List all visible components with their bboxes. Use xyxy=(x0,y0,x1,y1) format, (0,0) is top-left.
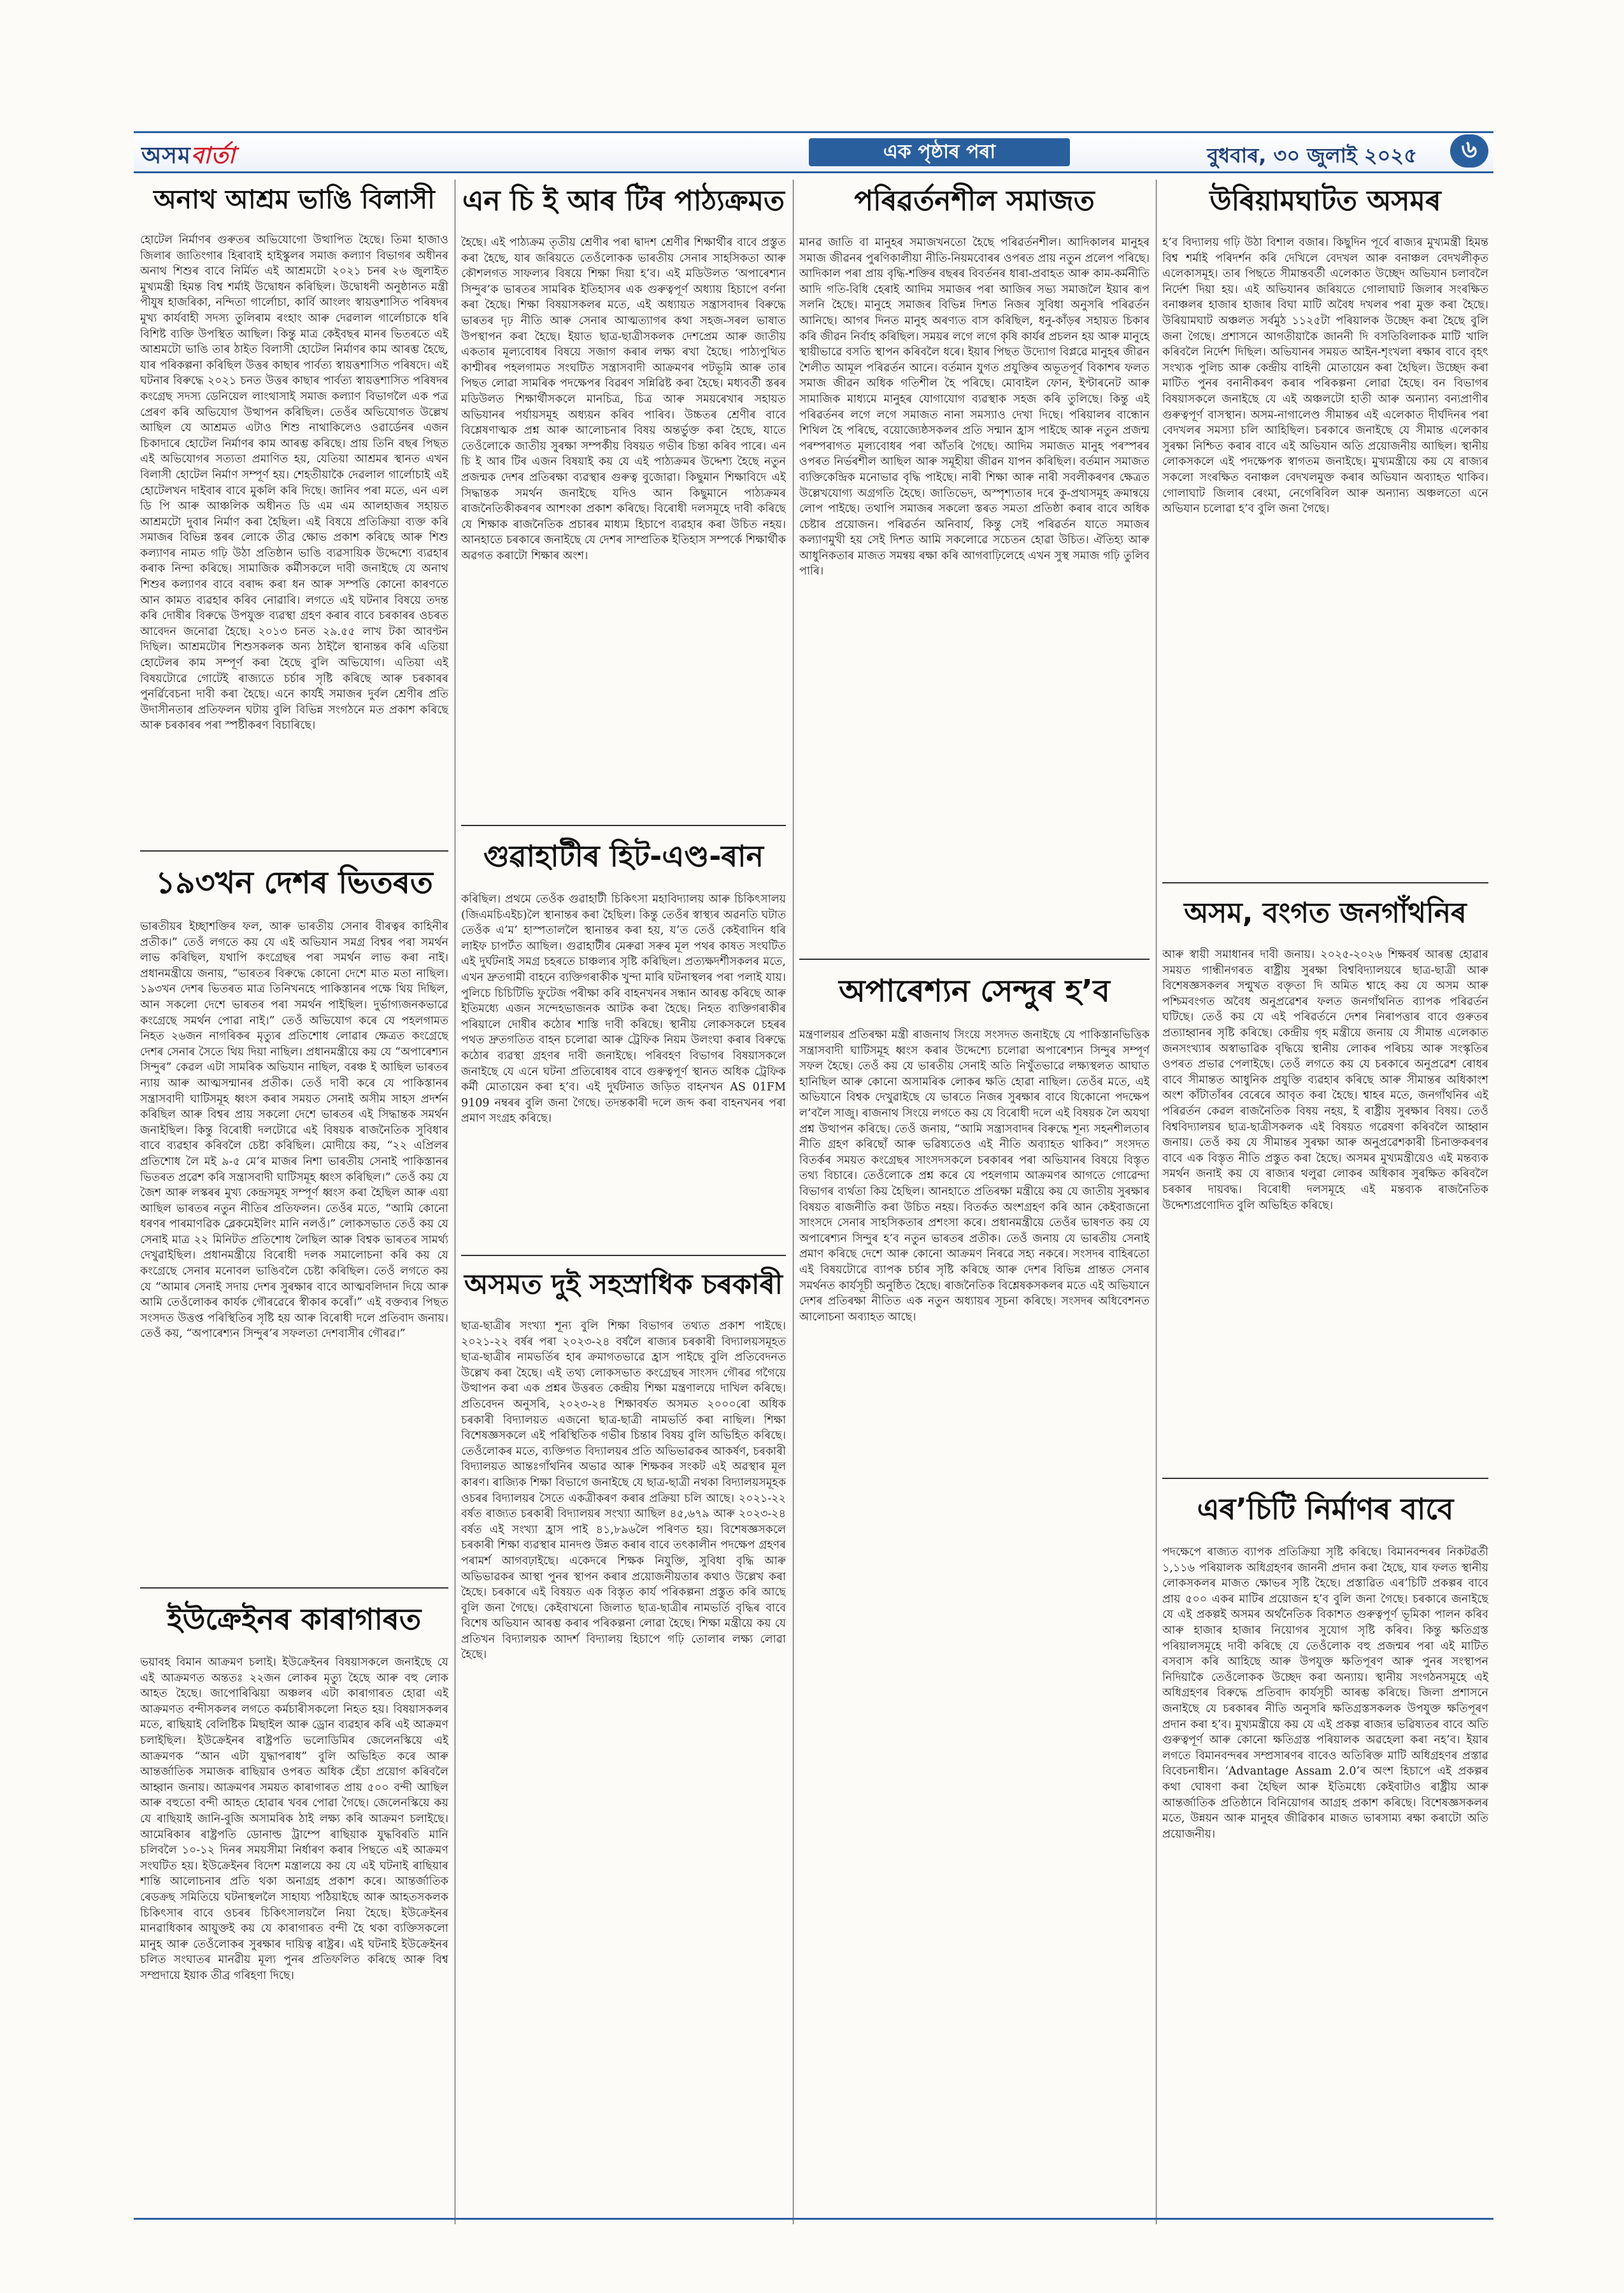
article-body: ভাৰতীয়ৰ ইচ্ছাশক্তিৰ ফল, আৰু ভাৰতীয় সেনাৰ বীৰত্বৰ কাহিনীৰ প্ৰতীক।” তেওঁ লগতে কয় যে এই অভিযান সমগ্ৰ বিশ্বৰ পৰা সমৰ্থন লাভ কৰিছিল, যথাপি কংগ্ৰেছৰ পৰা সমৰ্থন লাভ কৰা নাই। প্ৰধানমন্ত্ৰীয়ে জনায়, “ভাৰতৰ বিৰুদ্ধে কোনো দেশে মাত মতা নাছিল। ১৯৩খন দেশৰ ভিতৰত মাত্ৰ তিনিখনহে পাকিস্তানৰ পক্ষে থিয় দিছিল, আন সকলো দেশে ভাৰতৰ পৰা সমৰ্থন পাইছিল। দুৰ্ভাগ্যজনকভাৱে কংগ্ৰেছে সমৰ্থন পোৱা নাই।” তেওঁ অভিযোগ কৰে যে পহলগামত নিহত ২৬জন নাগৰিকৰ মৃত্যুৰ প্ৰতিশোধ লোৱাৰ ক্ষেত্ৰত কংগ্ৰেছে দেশৰ সেনাৰ সৈতে থিয় দিয়া নাছিল। প্ৰধানমন্ত্ৰীয়ে কয় যে “অপাৰেশ্যন সিন্দুৰ” কেৱল এটা সামৰিক অভিযান নাছিল, বৰঞ্চ ই আছিল ভাৰতৰ ন্যায় আৰু আত্মসন্মানৰ প্ৰতীক। তেওঁ দাবী কৰে যে পাকিস্তানৰ সন্ত্ৰাসবাদী ঘাটিসমূহ ধ্বংস কৰাৰ সময়ত সেনাই অসীম সাহস প্ৰদৰ্শন কৰিছিল আৰু বিশ্বৰ প্ৰায় সকলো দেশে ভাৰতৰ এই সিদ্ধান্তক সমৰ্থন জনাইছিল। কিন্তু বিৰোধী দলটোৱে এই বিষয়ক ৰাজনৈতিক সুবিধাৰ বাবে ব্যৱহাৰ কৰিবলৈ চেষ্টা কৰিছিল। মোদীয়ে কয়, “২২ এপ্ৰিলৰ প্ৰতিশোধ লৈ মই ৯-৫ মে’ৰ মাজৰ নিশা ভাৰতীয় সেনাই পাকিস্তানৰ ভিতৰত প্ৰৱেশ কৰি সন্ত্ৰাসবাদী ঘাটিসমূহ ধ্বংস কৰিছিল।” তেওঁ কয় যে জৈশ আৰু লস্কৰৰ মুখ্য কেন্দ্ৰসমূহ সম্পূৰ্ণ ধ্বংস কৰা হৈছিল আৰু এয়া আছিল ভাৰতৰ নতুন নীতিৰ প্ৰতিফলন। তেওঁৰ মতে, “আমি কোনো ধৰণৰ পাৰমাণৱিক ব্লেকমেইলিং মানি নলওঁ।” লোকসভাত তেওঁ কয় যে সেনাই মাত্ৰ ২২ মিনিটত প্ৰতিশোধ লৈছিল আৰু বিশ্বক ভাৰতৰ সামৰ্থ্য দেখুৱাইছিল। প্ৰধানমন্ত্ৰীয়ে বিৰোধী দলক সমালোচনা কৰি কয় যে কংগ্ৰেছে সেনাৰ মনোবল ভাঙিবলৈ চেষ্টা কৰিছিল। তেওঁ লগতে কয় যে “আমাৰ সেনাই সদায় দেশৰ সুৰক্ষাৰ বাবে আত্মবলিদান দিয়ে আৰু আমি তেওঁলোকৰ কাৰ্যক গৌৰৱেৰে স্বীকাৰ কৰোঁ।” এই বক্তব্যৰ পিছত সংসদত উত্তপ্ত পৰিস্থিতিৰ সৃষ্টি হয় আৰু বিৰোধী দলে প্ৰতিবাদ জনায়। তেওঁ কয়, “অপাৰেশ্যন সিন্দুৰ’ৰ সফলতা দেশবাসীৰ গৌৰৱ।” xyxy=(140,920,448,1341)
article-aerocity[interactable] xyxy=(1162,1487,1488,2212)
column-divider xyxy=(1156,180,1157,2224)
article-changing-society[interactable] xyxy=(799,180,1150,954)
article-body: মানৱ জাতি বা মানুহৰ সমাজখনতো হৈছে পৰিৱৰ্তনশীল। আদিকালৰ মানুহৰ সমাজ জীৱনৰ পুৰণিকালীয়া নীতি-নিয়মবোৰৰ ওপৰত প্ৰায় নতুন প্ৰলেপ পৰিছে। আদিকাল পৰা প্ৰায় বৃদ্ধি-শক্তিৰ বছৰৰ বিবৰ্তনৰ ধাৰা-প্ৰবাহত আৰু কাম-কৰ্মনীতি আদি গতি-বিধি হেৰাই আদিম সমাজৰ পৰা আজিৰ সভ্য সমাজলৈ ইয়াৰ ৰূপ সলনি হৈছে। মানুহে সমাজৰ বিভিন্ন দিশত নিজৰ সুবিধা অনুসৰি পৰিৱৰ্তন আনিছে। আগৰ দিনত মানুহ অৰণ্যত বাস কৰিছিল, ধনু-কাঁড়ৰ সহায়ত চিকাৰ কৰি জীৱন নিৰ্বাহ কৰিছিল। সময়ৰ লগে লগে কৃষি কাৰ্যৰ প্ৰচলন হয় আৰু মানুহে স্থায়ীভাৱে বসতি স্থাপন কৰিবলৈ ধৰে। ইয়াৰ পিছত উদ্যোগ বিপ্লৱে মানুহৰ জীৱন শৈলীত আমূল পৰিৱৰ্তন আনে। বৰ্তমান যুগত প্ৰযুক্তিৰ অভূতপূৰ্ব বিকাশৰ ফলত সমাজ জীৱন অধিক গতিশীল হৈ পৰিছে। মোবাইল ফোন, ইণ্টাৰনেট আৰু সামাজিক মাধ্যমে মানুহৰ যোগাযোগ ব্যৱস্থাক সহজ কৰি তুলিছে। কিন্তু এই পৰিৱৰ্তনৰ লগে লগে সমাজত নানা সমস্যাও দেখা দিছে। পৰিয়ালৰ বান্ধোন শিথিল হৈ পৰিছে, বয়োজ্যেষ্ঠসকলৰ প্ৰতি সন্মান হ্ৰাস পাইছে আৰু নতুন প্ৰজন্ম পৰম্পৰাগত মূল্যবোধৰ পৰা আঁতৰি গৈছে। আদিম সমাজত মানুহ পৰস্পৰৰ ওপৰত নিৰ্ভৰশীল আছিল আৰু সমূহীয়া জীৱন যাপন কৰিছিল। বৰ্তমান সমাজত ব্যক্তিকেন্দ্ৰিক মনোভাৱ বৃদ্ধি পাইছে। নাৰী শিক্ষা আৰু নাৰী সবলীকৰণৰ ক্ষেত্ৰত উল্লেখযোগ্য অগ্ৰগতি হৈছে। জাতিভেদ, অস্পৃশ্যতাৰ দৰে কু-প্ৰথাসমূহ ক্ৰমান্বয়ে লোপ পাইছে। তথাপি সমাজৰ সকলো স্তৰত সমতা প্ৰতিষ্ঠা কৰাৰ বাবে অধিক চেষ্টাৰ প্ৰয়োজন। পৰিৱৰ্তন অনিবাৰ্য, কিন্তু সেই পৰিৱৰ্তন যাতে সমাজৰ কল্যাণমুখী হয় সেই দিশত আমি সকলোৱে সচেতন হোৱা উচিত। ঐতিহ্য আৰু আধুনিকতাৰ মাজত সমন্বয় ৰক্ষা কৰি আগবাঢ়িলেহে এখন সুস্থ সমাজ গঢ়ি তুলিব পাৰি। xyxy=(799,236,1150,578)
masthead xyxy=(134,131,1493,173)
headline[interactable]: ১৯৩খন দেশৰ ভিতৰত xyxy=(155,865,433,901)
article-body: ছাত্ৰ-ছাত্ৰীৰ সংখ্যা শূন্য বুলি শিক্ষা বিভাগৰ তথ্যত প্ৰকাশ পাইছে। ২০২১-২২ বৰ্ষৰ পৰা ২০২৩-২৪ বৰ্ষলৈ ৰাজ্যৰ চৰকাৰী বিদ্যালয়সমূহত ছাত্ৰ-ছাত্ৰীৰ নামভৰ্তিৰ হাৰ ক্ৰমাগতভাৱে হ্ৰাস পাইছে বুলি প্ৰতিবেদনত উল্লেখ কৰা হৈছে। এই তথ্য লোকসভাত কংগ্ৰেছৰ সাংসদ গৌৰৱ গগৈয়ে উত্থাপন কৰা এক প্ৰশ্নৰ উত্তৰত কেন্দ্ৰীয় শিক্ষা মন্ত্ৰণালয়ে দাখিল কৰিছে। প্ৰতিবেদন অনুসৰি, ২০২৩-২৪ শিক্ষাবৰ্ষত অসমত ২০০০ৰো অধিক চৰকাৰী বিদ্যালয়ত এজনো ছাত্ৰ-ছাত্ৰী নামভৰ্তি কৰা নাছিল। শিক্ষা বিশেষজ্ঞসকলে এই পৰিস্থিতিক গভীৰ চিন্তাৰ বিষয় বুলি অভিহিত কৰিছে। তেওঁলোকৰ মতে, ব্যক্তিগত বিদ্যালয়ৰ প্ৰতি অভিভাৱকৰ আকৰ্ষণ, চৰকাৰী বিদ্যালয়ত আন্তঃগাঁথনিৰ অভাৱ আৰু শিক্ষকৰ সংকট এই অৱস্থাৰ মূল কাৰণ। ৰাজ্যিক শিক্ষা বিভাগে জনাইছে যে ছাত্ৰ-ছাত্ৰী নথকা বিদ্যালয়সমূহক ওচৰৰ বিদ্যালয়ৰ সৈতে একত্ৰীকৰণ কৰাৰ প্ৰক্ৰিয়া চলি আছে। ২০২১-২২ বৰ্ষত ৰাজ্যত চৰকাৰী বিদ্যালয়ৰ সংখ্যা আছিল ৪৫,৬৭৯ আৰু ২০২৩-২৪ বৰ্ষত এই সংখ্যা হ্ৰাস পাই ৪১,৮৯৬লৈ পৰিণত হয়। বিশেষজ্ঞসকলে চৰকাৰী শিক্ষা ব্যৱস্থাৰ মানদণ্ড উন্নত কৰাৰ বাবে তৎকালীন পদক্ষেপ গ্ৰহণৰ পৰামৰ্শ আগবঢ়াইছে। একেদৰে শিক্ষক নিযুক্তি, সুবিধা বৃদ্ধি আৰু অভিভাৱকৰ আস্থা পুনৰ স্থাপন কৰাৰ প্ৰয়োজনীয়তাৰ কথাও উল্লেখ কৰা হৈছে। চৰকাৰে এই বিষয়ত এক বিস্তৃত কাৰ্য পৰিকল্পনা প্ৰস্তুত কৰি আছে বুলি জনা গৈছে। কেইবাখনো জিলাত ছাত্ৰ-ছাত্ৰীৰ নামভৰ্তি বৃদ্ধিৰ বাবে বিশেষ অভিযান আৰম্ভ কৰাৰ পৰিকল্পনা লোৱা হৈছে। শিক্ষা মন্ত্ৰীয়ে কয় যে প্ৰতিখন বিদ্যালয়ক আদৰ্শ বিদ্যালয় হিচাপে গঢ়ি তোলাৰ লক্ষ্য লোৱা হৈছে। xyxy=(461,1320,786,1662)
article-demography-assam-bengal[interactable] xyxy=(1162,892,1488,1471)
column-divider xyxy=(793,180,794,2224)
headline[interactable]: অনাথ আশ্ৰম ভাঙি বিলাসী xyxy=(153,184,435,215)
article-body: হোটেল নিৰ্মাণৰ গুৰুতৰ অভিযোগো উত্থাপিত হৈছে। তিমা হাজাও জিলাৰ জাতিংগাৰ হিৰাবাই হাইস্কুলৰ সমাজ কল্যাণ বিভাগৰ অধীনৰ অনাথ শিশুৰ বাবে নিৰ্মিত এই আশ্ৰমটো ২০২১ চনৰ ২৬ জুলাইত মুখ্যমন্ত্ৰী হিমন্ত বিশ্ব শৰ্মাই উদ্বোধন কৰিছিল। উদ্বোধনী অনুষ্ঠানত মন্ত্ৰী পীযুষ হাজৰিকা, নন্দিতা গাৰ্লোচা, কাৰ্বি আংলং স্বায়ত্তশাসিত পৰিষদৰ মুখ্য কাৰ্যবাহী সদস্য তুলিৰাম ৰংহাং আৰু দেৱলাল গাৰ্লোচাকে ধৰি বিশিষ্ট ব্যক্তি উপস্থিত আছিল। কিন্তু মাত্ৰ কেইবছৰ মানৰ ভিতৰতে এই আশ্ৰমটো ভাঙি তাৰ ঠাইত বিলাসী হোটেল নিৰ্মাণৰ কাম আৰম্ভ হৈছে, যাৰ পৰিকল্পনা কৰিছিল উত্তৰ কাছাৰ পাৰ্বত্য স্বায়ত্তশাসিত পৰিষদে। এই ঘটনাৰ বিৰুদ্ধে ২০২১ চনত উত্তৰ কাছাৰ পাৰ্বত্য স্বায়ত্তশাসিত পৰিষদৰ কংগ্ৰেছ সদস্য ডেনিয়েল লাংথাসাই সমাজ কল্যাণ বিভাগলৈ এক পত্ৰ প্ৰেৰণ কৰি অভিযোগ উত্থাপন কৰিছিল। তেওঁৰ অভিযোগত উল্লেখ আছিল যে আশ্ৰমত এটাও শিশু নাথাকিলেও ওৱাৰ্ডেনৰ এজন চিকাদাৰে হোটেল নিৰ্মাণৰ কাম আৰম্ভ কৰিছে। প্ৰায় তিনি বছৰ পিছত এই অভিযোগৰ সত্যতা প্ৰমাণিত হয়, যেতিয়া আশ্ৰমৰ স্থানত এখন বিলাসী হোটেল নিৰ্মাণ সম্পূৰ্ণ হয়। শেহতীয়াকৈ দেৱলাল গাৰ্লোচাই এই হোটেলখন দাইবাৰ বাবে মুকলি কৰি দিছে। জানিব পৰা মতে, এন এল ডি পি আৰু আঞ্চলিক অধীনত ডি এম এম আলহাজৰ সহায়ত আশ্ৰমটো দুবাৰ নিৰ্মাণ কৰা হৈছিল। এই বিষয়ে প্ৰতিক্ৰিয়া ব্যক্ত কৰি সমাজৰ বিভিন্ন স্তৰৰ লোকে তীব্ৰ ক্ষোভ প্ৰকাশ কৰিছে আৰু শিশু কল্যাণৰ নামত গঢ়ি উঠা প্ৰতিষ্ঠান ভাঙি ব্যৱসায়িক উদ্দেশ্যে ব্যৱহাৰ কৰাক নিন্দা কৰিছে। সামাজিক কৰ্মীসকলে দাবী জনাইছে যে অনাথ শিশুৰ কল্যাণৰ বাবে বৰাদ্দ কৰা ধন আৰু সম্পত্তি কোনো কাৰণতে আন কামত ব্যৱহাৰ কৰিব নোৱাৰি। লগতে এই ঘটনাৰ বিষয়ে তদন্ত কৰি দোষীৰ বিৰুদ্ধে উপযুক্ত ব্যৱস্থা গ্ৰহণ কৰাৰ বাবে চৰকাৰৰ ওচৰত আবেদন জনোৱা হৈছে। ২০১৩ চনত ২৯.৫৫ লাখ টকা আবণ্টন দিছিল। আশ্ৰমটোৰ শিশুসকলক অন্য ঠাইলৈ স্থানান্তৰ কৰি এতিয়া হোটেলৰ কাম সম্পূৰ্ণ কৰা হৈছে বুলি অভিযোগ। এতিয়া এই বিষয়টোৱে গোটেই ৰাজ্যতে চৰ্চাৰ সৃষ্টি কৰিছে আৰু চৰকাৰৰ পুনৰ্ৱিবেচনা দাবী কৰা হৈছে। এনে কাৰ্যই সমাজৰ দুৰ্বল শ্ৰেণীৰ প্ৰতি উদাসীনতাৰ প্ৰতিফলন ঘটায় বুলি বিভিন্ন সংগঠনে মত প্ৰকাশ কৰিছে আৰু চৰকাৰৰ পৰা স্পষ্টীকৰণ বিচাৰিছে। xyxy=(140,234,448,732)
article-orphanage[interactable] xyxy=(140,180,448,845)
headline[interactable]: এৰ’চিটি নিৰ্মাণৰ বাবে xyxy=(1197,1492,1454,1526)
article-uriamghat[interactable] xyxy=(1162,180,1488,877)
article-operation-sindoor[interactable] xyxy=(799,968,1150,2212)
article-ncert-syllabus[interactable] xyxy=(461,180,786,820)
headline[interactable]: অসম, বংগত জনগাঁথনিৰ xyxy=(1184,897,1467,929)
article-divider xyxy=(1162,882,1488,883)
headline[interactable]: গুৱাহাটীৰ হিট-এণ্ড-ৰান xyxy=(483,839,764,873)
logo-part-1: অসম xyxy=(141,143,191,169)
headline[interactable]: অপাৰেশ্যন সেন্দুৰ হ’ব xyxy=(839,973,1110,1009)
article-body: হৈছে। এই পাঠ্যক্ৰম তৃতীয় শ্ৰেণীৰ পৰা দ্বাদশ শ্ৰেণীৰ শিক্ষাৰ্থীৰ বাবে প্ৰস্তুত কৰা হৈছে, যাৰ জৰিয়তে তেওঁলোকক ভাৰতীয় সেনাৰ সাহসিকতা আৰু কৌশলগত সাফল্যৰ বিষয়ে শিক্ষা দিয়া হ’ব। এই মডিউলত ‘অপাৰেশ্যন সিন্দুৰ’ক ভাৰতৰ সামৰিক ইতিহাসৰ এক গুৰুত্বপূৰ্ণ অধ্যায় হিচাপে বৰ্ণনা কৰা হৈছে। শিক্ষা বিষয়াসকলৰ মতে, এই অধ্যায়ত সন্ত্ৰাসবাদৰ বিৰুদ্ধে ভাৰতৰ দৃঢ় নীতি আৰু সেনাৰ আত্মত্যাগৰ কথা সহজ-সৰল ভাষাত উপস্থাপন কৰা হৈছে। ইয়াত ছাত্ৰ-ছাত্ৰীসকলক দেশপ্ৰেম আৰু জাতীয় একতাৰ মূল্যবোধৰ বিষয়ে সজাগ কৰাৰ লক্ষ্য ৰখা হৈছে। পাঠ্যপুথিত কাশ্মীৰৰ পহলগামত সংঘটিত সন্ত্ৰাসবাদী আক্ৰমণৰ পটভূমি আৰু তাৰ পিছত লোৱা সামৰিক পদক্ষেপৰ বিৱৰণ সন্নিৱিষ্ট কৰা হৈছে। মধ্যবৰ্তী স্তৰৰ মডিউলত শিক্ষাৰ্থীসকলে মানচিত্ৰ, চিত্ৰ আৰু সময়ৰেখাৰ সহায়ত অভিযানৰ পৰ্যায়সমূহ অধ্যয়ন কৰিব পাৰিব। উচ্চতৰ শ্ৰেণীৰ বাবে বিশ্লেষণাত্মক প্ৰশ্ন আৰু আলোচনাৰ বিষয় অন্তৰ্ভুক্ত কৰা হৈছে, যাতে তেওঁলোকে জাতীয় সুৰক্ষা সম্পৰ্কীয় বিষয়ত গভীৰ চিন্তা কৰিব পাৰে। এন চি ই আৰ টিৰ এজন বিষয়াই কয় যে এই পাঠ্যক্ৰমৰ উদ্দেশ্য হৈছে নতুন প্ৰজন্মক দেশৰ প্ৰতিৰক্ষা ব্যৱস্থাৰ গুৰুত্ব বুজোৱা। কিছুমান শিক্ষাবিদে এই সিদ্ধান্তক সমৰ্থন জনাইছে যদিও আন কিছুমানে পাঠ্যক্ৰমৰ ৰাজনৈতিকীকৰণৰ আশংকা প্ৰকাশ কৰিছে। বিৰোধী দলসমূহে দাবী কৰিছে যে শিক্ষাক ৰাজনৈতিক প্ৰচাৰৰ মাধ্যম হিচাপে ব্যৱহাৰ কৰা উচিত নহয়। আনহাতে চৰকাৰে জনাইছে যে দেশৰ সাম্প্ৰতিক ইতিহাস সম্পৰ্কে শিক্ষাৰ্থীক অৱগত কৰাটো শিক্ষাৰ অংশ। xyxy=(461,236,786,562)
article-divider xyxy=(140,850,448,852)
article-body: ভয়াবহ বিমান আক্ৰমণ চলাই। ইউক্ৰেইনৰ বিষয়াসকলে জনাইছে যে এই আক্ৰমণত অন্ততঃ ২২জন লোকৰ মৃত্যু হৈছে আৰু বহু লোক আহত হৈছে। জাপোৰিঝিয়া অঞ্চলৰ এটা কাৰাগাৰত হোৱা এই আক্ৰমণত বন্দীসকলৰ লগতে কৰ্মচাৰীসকলো নিহত হয়। বিষয়াসকলৰ মতে, ৰাছিয়াই বেলিষ্টিক মিছাইল আৰু ড্ৰোন ব্যৱহাৰ কৰি এই আক্ৰমণ চলাইছিল। ইউক্ৰেইনৰ ৰাষ্ট্ৰপতি ভলোডিমিৰ জেলেনস্কিয়ে এই আক্ৰমণক “আন এটা যুদ্ধাপৰাধ” বুলি অভিহিত কৰে আৰু আন্তৰ্জাতিক সমাজক ৰাছিয়াৰ ওপৰত অধিক হেঁচা প্ৰয়োগ কৰিবলৈ আহ্বান জনায়। আক্ৰমণৰ সময়ত কাৰাগাৰত প্ৰায় ৫০০ বন্দী আছিল আৰু বহুতো বন্দী আহত হোৱাৰ খবৰ পোৱা গৈছে। জেলেনস্কিয়ে কয় যে ৰাছিয়াই জানি-বুজি অসামৰিক ঠাই লক্ষ্য কৰি আক্ৰমণ চলাইছে। আমেৰিকাৰ ৰাষ্ট্ৰপতি ডোনাল্ড ট্ৰাম্পে ৰাছিয়াক যুদ্ধবিৰতি মানি চলিবলৈ ১০-১২ দিনৰ সময়সীমা নিৰ্ধাৰণ কৰাৰ পিছতে এই আক্ৰমণ সংঘটিত হয়। ইউক্ৰেইনৰ বিদেশ মন্ত্ৰালয়ে কয় যে এই ঘটনাই ৰাছিয়াৰ শান্তি আলোচনাৰ প্ৰতি থকা অনাগ্ৰহ প্ৰকাশ কৰে। আন্তৰ্জাতিক ৰেডক্ৰছ সমিতিয়ে ঘটনাস্থললৈ সাহায্য পঠিয়াইছে আৰু আহতসকলক চিকিৎসাৰ বাবে ওচৰৰ চিকিৎসালয়লৈ নিয়া হৈছে। ইউক্ৰেইনৰ মানৱাধিকাৰ আয়ুক্তই কয় যে কাৰাগাৰত বন্দী হৈ থকা ব্যক্তিসকলো মানুহ আৰু তেওঁলোকৰ সুৰক্ষাৰ দায়িত্ব ৰাষ্ট্ৰৰ। এই ঘটনাই ইউক্ৰেইনৰ চলিত সংঘাতৰ মানৱীয় মূল্য পুনৰ প্ৰতিফলিত কৰিছে আৰু বিশ্ব সম্প্ৰদায়ে ইয়াক তীব্ৰ গৰিহণা দিছে। xyxy=(140,1656,448,1982)
article-guwahati-hit-and-run[interactable] xyxy=(461,834,786,1248)
article-divider xyxy=(1162,1478,1488,1479)
article-body: কৰিছিল। প্ৰথমে তেওঁক গুৱাহাটী চিকিৎসা মহাবিদ্যালয় আৰু চিকিৎসালয় (জিএমচিএইচ)লৈ স্থানান্তৰ কৰা হৈছিল। কিন্তু তেওঁৰ স্বাস্থ্যৰ অৱনতি ঘটাত তেওঁক এ’ম’ হাস্পতাললৈ স্থানান্তৰ কৰা হয়, য’ত তেওঁ কেইবাদিন ধৰি লাইফ চাপৰ্টত আছিল। গুৱাহাটীৰ মেৰুৱা সৰুৰ মূল পথৰ কাষত সংঘটিত এই দুৰ্ঘটনাই সমগ্ৰ চহৰতে চাঞ্চল্যৰ সৃষ্টি কৰিছিল। প্ৰত্যক্ষদৰ্শীসকলৰ মতে, এখন দ্ৰুতগামী বাহনে ব্যক্তিগৰাকীক খুন্দা মাৰি ঘটনাস্থলৰ পৰা পলাই যায়। পুলিচে চিচিটিভি ফুটেজ পৰীক্ষা কৰি বাহনখনৰ সন্ধান আৰম্ভ কৰিছে আৰু ইতিমধ্যে এজন সন্দেহভাজনক আটক কৰা হৈছে। নিহত ব্যক্তিগৰাকীৰ পৰিয়ালে দোষীৰ কঠোৰ শাস্তি দাবী কৰিছে। স্থানীয় লোকসকলে চহৰৰ পথত দ্ৰুতগতিত বাহন চলোৱা আৰু ট্ৰেফিক নিয়ম উলংঘা কৰাৰ বিৰুদ্ধে কঠোৰ ব্যৱস্থা গ্ৰহণৰ দাবী জনাইছে। পৰিবহণ বিভাগৰ বিষয়াসকলে জনাইছে যে এনে ঘটনা প্ৰতিৰোধৰ বাবে গুৰুত্বপূৰ্ণ স্থানত অধিক ট্ৰেফিক কৰ্মী মোতায়েন কৰা হ’ব। এই দুৰ্ঘটনাত জড়িত বাহনখন AS 01FM 9109 নম্বৰৰ বুলি জনা গৈছে। তদন্তকাৰী দলে জব্দ কৰা বাহনখনৰ পৰা প্ৰমাণ সংগ্ৰহ কৰিছে। xyxy=(461,893,786,1125)
issue-date: বুধবাৰ, ৩০ জুলাই ২০২৫ xyxy=(1207,143,1417,168)
article-divider xyxy=(799,959,1150,960)
section-label: এক পৃষ্ঠাৰ পৰা xyxy=(809,138,1070,166)
footer-rule xyxy=(134,2218,1493,2241)
article-divider xyxy=(461,1255,786,1256)
page-number: ৬ xyxy=(1450,134,1488,168)
article-body: মন্ত্ৰণালয়ৰ প্ৰতিৰক্ষা মন্ত্ৰী ৰাজনাথ সিংয়ে সংসদত জনাইছে যে পাকিস্তানভিত্তিক সন্ত্ৰাসবাদী ঘাটিসমূহ ধ্বংস কৰাৰ উদ্দেশ্যে চলোৱা অপাৰেশ্যন সিন্দুৰ সম্পূৰ্ণ সফল হৈছে। তেওঁ কয় যে ভাৰতীয় সেনাই অতি নিখুঁতভাৱে লক্ষ্যস্থলত আঘাত হানিছিল আৰু কোনো অসামৰিক লোকৰ ক্ষতি হোৱা নাছিল। তেওঁৰ মতে, এই অভিযানে বিশ্বক দেখুৱাইছে যে ভাৰতে নিজৰ সুৰক্ষাৰ বাবে যিকোনো পদক্ষেপ ল’বলৈ সাজু। ৰাজনাথ সিংয়ে লগতে কয় যে বিৰোধী দলে এই বিষয়ক লৈ অযথা প্ৰশ্ন উত্থাপন কৰিছে। তেওঁ জনায়, “আমি সন্ত্ৰাসবাদৰ বিৰুদ্ধে শূন্য সহনশীলতাৰ নীতি গ্ৰহণ কৰিছোঁ আৰু ভৱিষ্যতেও এই নীতি অব্যাহত থাকিব।” সংসদত বিতৰ্কৰ সময়ত কংগ্ৰেছৰ সাংসদসকলে চৰকাৰৰ পৰা অভিযানৰ বিষয়ে বিস্তৃত তথ্য বিচাৰে। তেওঁলোকে প্ৰশ্ন কৰে যে পহলগাম আক্ৰমণৰ আগতে গোৱেন্দা বিভাগৰ ব্যৰ্থতা কিয় হৈছিল। আনহাতে প্ৰতিৰক্ষা মন্ত্ৰীয়ে কয় যে জাতীয় সুৰক্ষাৰ বিষয়ত ৰাজনীতি কৰা উচিত নহয়। বিতৰ্কত অংশগ্ৰহণ কৰি আন কেইবাজনো সাংসদে সেনাৰ সাহসিকতাৰ প্ৰশংসা কৰে। প্ৰধানমন্ত্ৰীয়ে তেওঁৰ ভাষণত কয় যে অপাৰেশ্যন সিন্দুৰ হ’ব নতুন ভাৰতৰ প্ৰতীক। তেওঁ জনায় যে ভাৰতীয় সেনাই প্ৰমাণ কৰিছে দেশে আৰু কোনো আক্ৰমণ নিৰৱে সহ্য নকৰে। সংসদৰ বাহিৰতো এই বিষয়টোৱে ব্যাপক চৰ্চাৰ সৃষ্টি কৰিছে আৰু দেশৰ বিভিন্ন প্ৰান্তত সেনাৰ সমৰ্থনত কাৰ্যসূচী অনুষ্ঠিত হৈছে। ৰাজনৈতিক বিশ্লেষকসকলৰ মতে এই অভিযানে দেশৰ প্ৰতিৰক্ষা নীতিত এক নতুন অধ্যায়ৰ সূচনা কৰিছে। সংসদৰ অধিবেশনত আলোচনা অব্যাহত আছে। xyxy=(799,1029,1150,1324)
article-body: হ’ব বিদ্যালয় গঢ়ি উঠা বিশাল বজাৰ। কিছুদিন পূৰ্বে ৰাজ্যৰ মুখ্যমন্ত্ৰী হিমন্ত বিশ্ব শৰ্মাই পৰিদৰ্শন কৰি দেখিলে বেদখল আৰু বনাঞ্চল বেদখলীকৃত এলেকাসমূহ। তাৰ পিছতে সীমান্তবৰ্তী এলেকাত উচ্ছেদ অভিযান চলাবলৈ নিৰ্দেশ দিয়া হয়। এই অভিযানৰ জৰিয়তে গোলাঘাট জিলাৰ সংৰক্ষিত বনাঞ্চলৰ হাজাৰ হাজাৰ বিঘা মাটি অবৈধ দখলৰ পৰা মুক্ত কৰা হৈছে। উৰিয়ামঘাট অঞ্চলত সৰ্বমুঠ ১১২৫টা পৰিয়ালক উচ্ছেদ কৰা হৈছে বুলি জনা গৈছে। প্ৰশাসনে আগতীয়াকৈ জাননী দি বসতিবিলাকক মাটি খালি কৰিবলৈ নিৰ্দেশ দিছিল। অভিযানৰ সময়ত আইন-শৃংখলা ৰক্ষাৰ বাবে বৃহৎ সংখ্যক পুলিচ আৰু কেন্দ্ৰীয় বাহিনী মোতায়েন কৰা হৈছিল। উচ্ছেদ কৰা মাটিত পুনৰ বনানীকৰণ কৰাৰ পৰিকল্পনা লোৱা হৈছে। বন বিভাগৰ বিষয়াসকলে জনাইছে যে এই অঞ্চলটো হাতী আৰু অন্যান্য বন্যপ্ৰাণীৰ গুৰুত্বপূৰ্ণ বাসস্থান। অসম-নাগালেণ্ড সীমান্তৰ এই এলেকাত দীৰ্ঘদিনৰ পৰা বেদখলৰ সমস্যা চলি আহিছিল। চৰকাৰে জনাইছে যে সীমান্ত এলেকাৰ সুৰক্ষা নিশ্চিত কৰাৰ বাবে এই অভিযান অতি প্ৰয়োজনীয় আছিল। স্থানীয় লোকসকলে এই পদক্ষেপক স্বাগতম জনাইছে। মুখ্যমন্ত্ৰীয়ে কয় যে ৰাজ্যৰ সকলো সংৰক্ষিত বনাঞ্চল বেদখলমুক্ত কৰাৰ অভিযান অব্যাহত থাকিব। গোলাঘাট জিলাৰ ৰেংমা, নেগেৰিবিল আৰু অন্যান্য অঞ্চলতো এনে অভিযান চলোৱা হ’ব বুলি জনা গৈছে। xyxy=(1162,236,1488,516)
article-divider xyxy=(140,1587,448,1589)
article-government-schools[interactable] xyxy=(461,1264,786,2212)
article-divider xyxy=(461,825,786,826)
headline[interactable]: এন চি ই আৰ টিৰ পাঠ্যক্ৰমত xyxy=(462,185,785,217)
article-body: পদক্ষেপে ৰাজ্যত ব্যাপক প্ৰতিক্ৰিয়া সৃষ্টি কৰিছে। বিমানবন্দৰৰ নিকটৱৰ্তী ১,১১৬ পৰিয়ালক অধিগ্ৰহণৰ জাননী প্ৰদান কৰা হৈছে, যাৰ ফলত স্থানীয় লোকসকলৰ মাজত ক্ষোভৰ সৃষ্টি হৈছে। প্ৰস্তাৱিত এৰ’চিটি প্ৰকল্পৰ বাবে প্ৰায় ৫০০ একৰ মাটিৰ প্ৰয়োজন হ’ব বুলি জনা গৈছে। চৰকাৰে জনাইছে যে এই প্ৰকল্পই অসমৰ অৰ্থনৈতিক বিকাশত গুৰুত্বপূৰ্ণ ভূমিকা পালন কৰিব আৰু হাজাৰ হাজাৰ নিয়োগৰ সুযোগ সৃষ্টি কৰিব। কিন্তু ক্ষতিগ্ৰস্ত পৰিয়ালসমূহে দাবী কৰিছে যে তেওঁলোক বহু প্ৰজন্মৰ পৰা এই মাটিত বসবাস কৰি আহিছে আৰু উপযুক্ত ক্ষতিপূৰণ আৰু পুনৰ সংস্থাপন নিদিয়াকৈ তেওঁলোকক উচ্ছেদ কৰা অন্যায়। স্থানীয় সংগঠনসমূহে এই অধিগ্ৰহণৰ বিৰুদ্ধে প্ৰতিবাদ কাৰ্যসূচী আৰম্ভ কৰিছে। জিলা প্ৰশাসনে জনাইছে যে চৰকাৰৰ নীতি অনুসৰি ক্ষতিগ্ৰস্তসকলক উপযুক্ত ক্ষতিপূৰণ প্ৰদান কৰা হ’ব। মুখ্যমন্ত্ৰীয়ে কয় যে এই প্ৰকল্প ৰাজ্যৰ ভৱিষ্যতৰ বাবে অতি গুৰুত্বপূৰ্ণ আৰু কোনো ক্ষতিগ্ৰস্ত পৰিয়ালক অৱহেলা কৰা নহ’ব। ইয়াৰ লগতে বিমানবন্দৰৰ সম্প্ৰসাৰণৰ বাবেও অতিৰিক্ত মাটি অধিগ্ৰহণৰ প্ৰস্তাৱ বিবেচনাধীন। ‘Advantage Assam 2.0’ৰ অংশ হিচাপে এই প্ৰকল্পৰ কথা ঘোষণা কৰা হৈছিল আৰু ইতিমধ্যে কেইবাটাও ৰাষ্ট্ৰীয় আৰু আন্তৰ্জাতিক প্ৰতিষ্ঠানে বিনিয়োগৰ আগ্ৰহ প্ৰকাশ কৰিছে। বিশেষজ্ঞসকলৰ মতে, উন্নয়ন আৰু মানুহৰ জীৱিকাৰ মাজত ভাৰসাম্য ৰক্ষা কৰাটো অতি প্ৰয়োজনীয়। xyxy=(1162,1546,1488,1841)
headline[interactable]: অসমত দুই সহস্ৰাধিক চৰকাৰী xyxy=(464,1269,783,1301)
article-body: আৰু স্বায়ী সমাধানৰ দাবী জনায়। ২০২৫-২০২৬ শিক্ষবৰ্ষ আৰম্ভ হোৱাৰ সময়ত গান্ধীনগৰত ৰাষ্ট্ৰীয় সুৰক্ষা বিশ্ববিদ্যালয়ৰে ছাত্ৰ-ছাত্ৰী আৰু বিশেষজ্ঞসকলৰ সন্মুখত বক্তৃতা দি অমিত শ্বাহে কয় যে অসম আৰু পশ্চিমবংগত অবৈধ অনুপ্ৰৱেশৰ ফলত জনগাঁথনিত ব্যাপক পৰিৱৰ্তন ঘটিছে। তেওঁ কয় যে এই পৰিৱৰ্তনে দেশৰ নিৰাপত্তাৰ বাবে গুৰুতৰ প্ৰত্যাহ্বানৰ সৃষ্টি কৰিছে। কেন্দ্ৰীয় গৃহ মন্ত্ৰীয়ে জনায় যে সীমান্ত এলেকাত জনসংখ্যাৰ অস্বাভাৱিক বৃদ্ধিয়ে স্থানীয় লোকৰ পৰিচয় আৰু সংস্কৃতিৰ ওপৰত প্ৰভাৱ পেলাইছে। তেওঁ লগতে কয় যে চৰকাৰে অনুপ্ৰৱেশ ৰোধৰ বাবে সীমান্তত আধুনিক প্ৰযুক্তি ব্যৱহাৰ কৰিছে আৰু সীমান্তৰ অধিকাংশ অংশ কাঁটাতাঁৰৰ বেৰেৰে আবৃত কৰা হৈছে। শ্বাহৰ মতে, জনগাঁথনিৰ এই পৰিৱৰ্তন কেৱল ৰাজনৈতিক বিষয় নহয়, ই ৰাষ্ট্ৰীয় সুৰক্ষাৰ বিষয়। তেওঁ বিশ্ববিদ্যালয়ৰ ছাত্ৰ-ছাত্ৰীসকলক এই বিষয়ত গৱেষণা কৰিবলৈ আহ্বান জনায়। তেওঁ কয় যে সীমান্তৰ সুৰক্ষা আৰু অনুপ্ৰৱেশকাৰী চিনাক্তকৰণৰ বাবে এক বিস্তৃত নীতি প্ৰস্তুত কৰা হৈছে। অসমৰ মুখ্যমন্ত্ৰীয়েও এই মন্তব্যক সমৰ্থন জনাই কয় যে ৰাজ্যৰ থলুৱা লোকৰ অধিকাৰ সুৰক্ষিত কৰিবলৈ চৰকাৰ দায়বদ্ধ। বিৰোধী দলসমূহে এই মন্তব্যক ৰাজনৈতিক উদ্দেশ্যপ্ৰণোদিত বুলি অভিহিত কৰিছে। xyxy=(1162,948,1488,1212)
article-193-countries[interactable] xyxy=(140,860,448,1581)
logo-part-2: বার্তা xyxy=(190,143,236,169)
headline[interactable]: উৰিয়ামঘাটত অসমৰ xyxy=(1209,185,1441,217)
newspaper-logo[interactable] xyxy=(141,138,236,176)
headline[interactable]: ইউক্ৰেইনৰ কাৰাগাৰত xyxy=(167,1602,422,1636)
article-ukraine-prison[interactable] xyxy=(140,1597,448,2212)
headline[interactable]: পৰিৱৰ্তনশীল সমাজত xyxy=(854,185,1095,217)
